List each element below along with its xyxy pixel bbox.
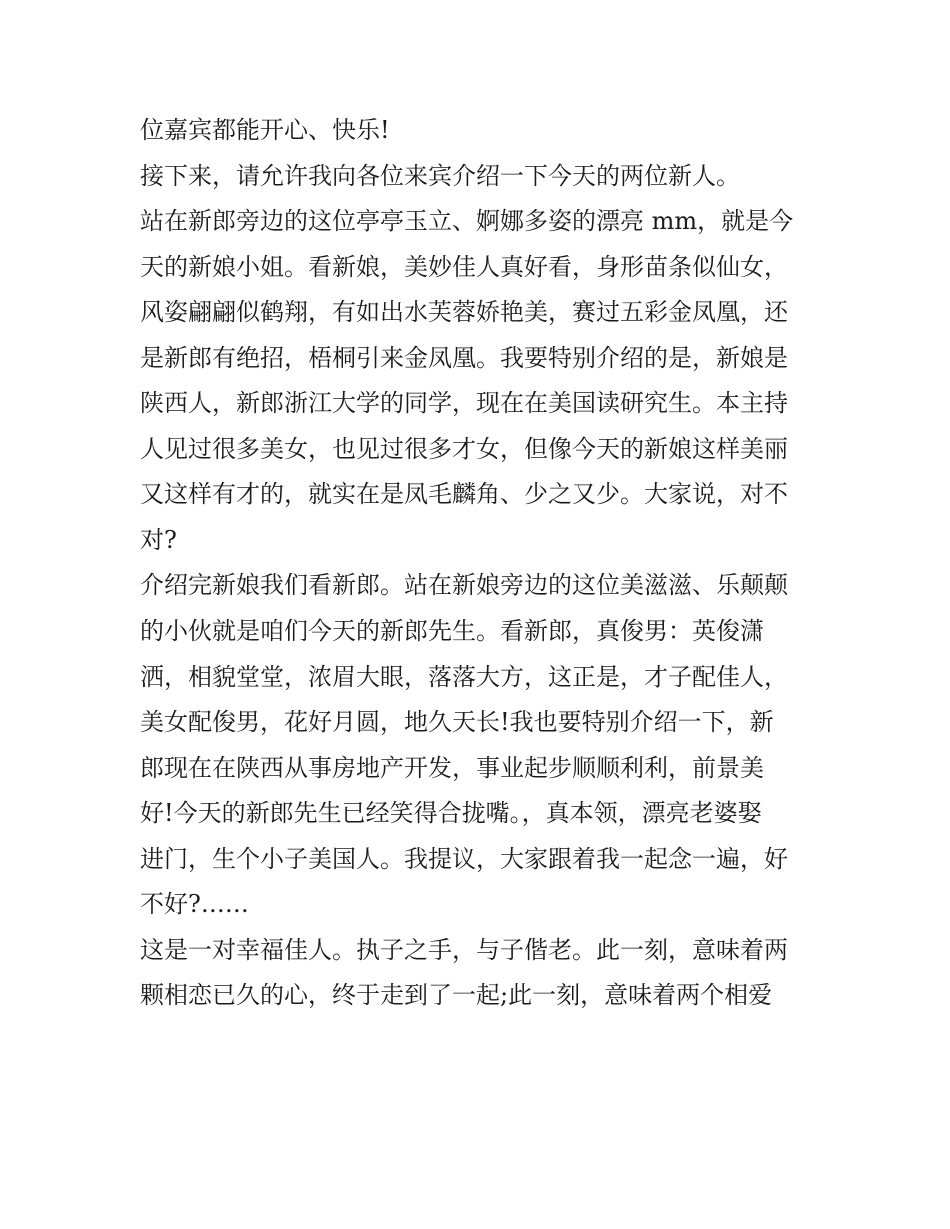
text-line-4: 天的新娘小姐。看新娘，美妙佳人真好看，身形苗条似仙女， [140,252,788,281]
text-line-13: 洒，相貌堂堂，浓眉大眼，落落大方，这正是，才子配佳人， [140,662,788,691]
text-line-12: 的小伙就是咱们今天的新郎先生。看新郎，真俊男：英俊潇 [140,617,764,646]
document-body [140,108,816,1019]
text-line-19: 这是一对幸福佳人。执子之手，与子偕老。此一刻，意味着两 [140,935,788,964]
text-line-1: 位嘉宾都能开心、快乐! [140,116,390,144]
text-line-17: 进门，生个小子美国人。我提议，大家跟着我一起念一遍，好 [140,844,788,873]
text-line-11: 介绍完新娘我们看新郎。站在新娘旁边的这位美滋滋、乐颠颠 [140,571,788,600]
text-line-16: 好!今天的新郎先生已经笑得合拢嘴。，真本领，漂亮老婆娶 [140,799,762,828]
text-line-9: 又这样有才的，就实在是凤毛麟角、少之又少。大家说，对不 [140,480,788,509]
text-line-20: 颗相恋已久的心，终于走到了一起;此一刻，意味着两个相爱 [140,981,773,1010]
text-line-5: 风姿翩翩似鹤翔，有如出水芙蓉娇艳美，赛过五彩金凤凰，还 [140,298,788,327]
text-line-7: 陕西人，新郎浙江大学的同学，现在在美国读研究生。本主持 [140,389,788,418]
text-line-14: 美女配俊男，花好月圆，地久天长!我也要特别介绍一下，新 [140,708,774,737]
text-line-15: 郎现在在陕西从事房地产开发，事业起步顺顺利利，前景美 [140,753,764,782]
text-line-18: 不好?…… [140,890,249,919]
text-line-6: 是新郎有绝招，梧桐引来金凤凰。我要特别介绍的是，新娘是 [140,343,788,372]
text-line-10: 对? [140,525,177,554]
text-line-3: 站在新郎旁边的这位亭亭玉立、婀娜多姿的漂亮 mm，就是今 [140,207,794,236]
text-line-2: 接下来，请允许我向各位来宾介绍一下今天的两位新人。 [140,161,740,190]
text-line-8: 人见过很多美女，也见过很多才女，但像今天的新娘这样美丽 [140,434,788,463]
